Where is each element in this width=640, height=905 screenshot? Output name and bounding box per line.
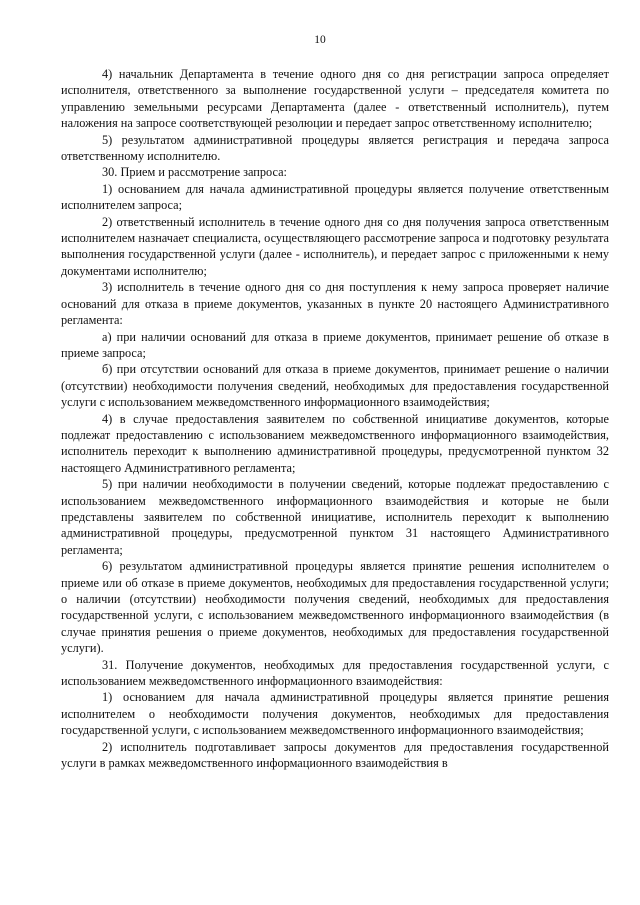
paragraph-30-item-1: 1) основанием для начала административной процедуры является получение ответственным исполнителем запроса; — [61, 181, 609, 213]
paragraph-30-item-2: 2) ответственный исполнитель в течение одного дня со дня получения запроса ответственным исполнителем назначает специалиста, осуществляющего рассмотрение запроса и подготовку результата выполнения государственной услуги (далее - исполнитель), и передает запрос с приложенными к нему документами исполнителю; — [61, 214, 609, 278]
paragraph-31-item-1: 1) основанием для начала административной процедуры является принятие решения исполнителем о необходимости получения документов, необходимых для предоставления государственной услуги, с использованием межведомственного информационного взаимодействия; — [61, 690, 609, 738]
paragraph-30-item-5: 5) при наличии необходимости в получении сведений, которые подлежат предоставлению с использованием межведомственного информационного взаимодействия и которые не были представлены заявителем по собственной инициативе, исполнитель переходит к выполнению административной процедуры, предусмотренной пунктом 31 настоящего Административного регламента; — [61, 477, 609, 557]
page-number: 10 — [314, 34, 326, 46]
paragraph-item-4-department-head: 4) начальник Департамента в течение одного дня со дня регистрации запроса определяет исполнителя, ответственного за выполнение государственной услуги – председателя комитета по управлению земельными ресурсами Департамента (далее - ответственный исполнитель), путем наложения на запросе соответствующей резолюции и передает запрос ответственному исполнителю; — [61, 67, 609, 131]
paragraph-30-item-3b: б) при отсутствии оснований для отказа в приеме документов, принимает решение о наличии (отсутствии) необходимости получения сведений, необходимых для предоставления государственной услуги с использованием межведомственного информационного взаимодействия; — [61, 362, 609, 410]
section-30-heading: 30. Прием и рассмотрение запроса: — [102, 165, 287, 180]
document-body — [61, 66, 609, 771]
paragraph-item-5-result-registration: 5) результатом административной процедуры является регистрация и передача запроса ответственному исполнителю. — [61, 132, 609, 164]
paragraph-30-item-4: 4) в случае предоставления заявителем по собственной инициативе документов, которые подлежат предоставлению с использованием межведомственного информационного взаимодействия, исполнитель переходит к выполнению административной процедуры, предусмотренной пунктом 32 настоящего Административного регламента; — [61, 411, 609, 475]
paragraph-30-item-3: 3) исполнитель в течение одного дня со дня поступления к нему запроса проверяет наличие оснований для отказа в приеме документов, указанных в пункте 20 настоящего Административного регламента: — [61, 280, 609, 328]
paragraph-31-item-2: 2) исполнитель подготавливает запросы документов для предоставления государственной услуги в рамках межведомственного информационного взаимодействия в — [61, 739, 609, 771]
paragraph-30-item-3a: а) при наличии оснований для отказа в приеме документов, принимает решение об отказе в приеме запроса; — [61, 329, 609, 360]
paragraph-30-item-6: 6) результатом административной процедуры является принятие решения исполнителем о приеме или об отказе в приеме документов, необходимых для предоставления государственной услуги; о наличии (отсутствии) необходимости получения сведений, необходимых для предоставления государственной услуги, с использованием межведомственного информационного взаимодействия (в случае принятия решения о приеме документов, необходимых для предоставления государственной услуги). — [61, 559, 609, 656]
section-31-heading: 31. Получение документов, необходимых для предоставления государственной услуги, с использованием межведомственного информационного взаимодействия: — [61, 657, 609, 689]
